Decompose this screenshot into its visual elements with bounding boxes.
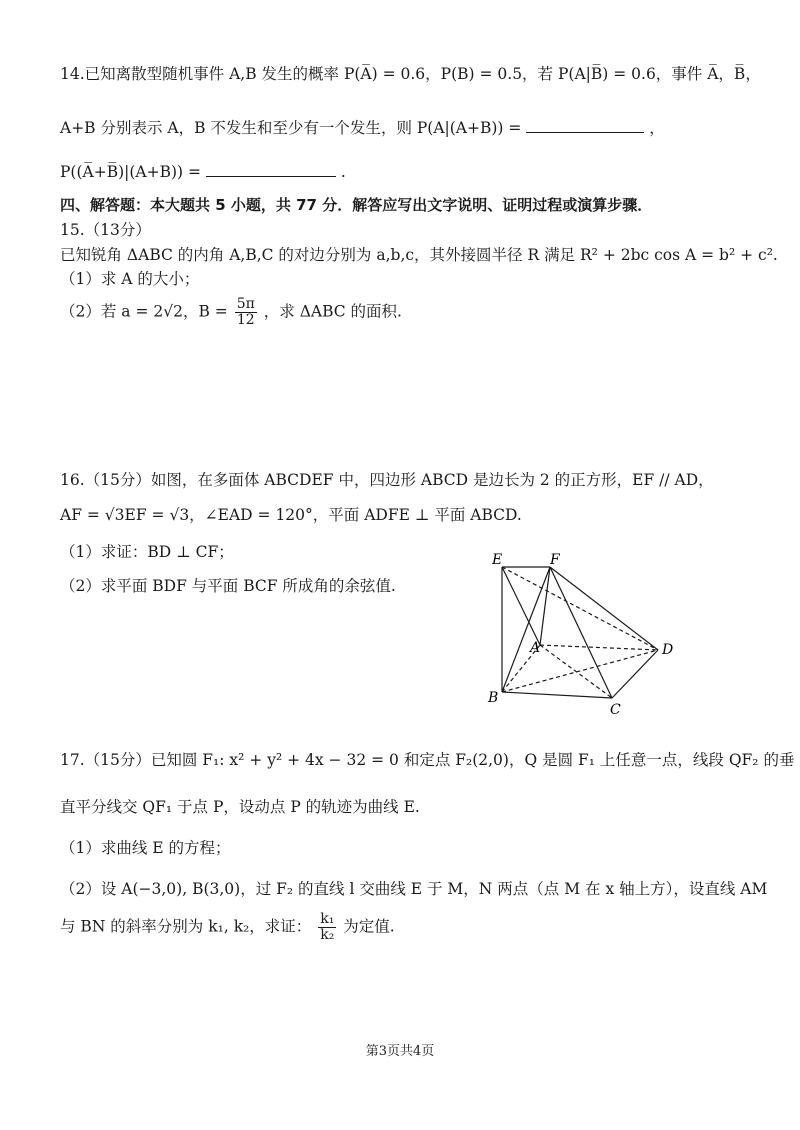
q15-number: 15.（13分） [60,221,151,239]
polyhedron-figure [480,550,720,720]
label-D: D [662,642,674,658]
q16-line1: 16.（15分）如图，在多面体 ABCDEF 中，四边形 ABCD 是边长为 2 的正方形，EF // AD， [60,471,714,489]
label-E: E [492,552,503,568]
edge-AD-dashed [540,645,658,650]
q15-part2 [60,297,750,328]
label-A: A [530,640,541,656]
q14-line3 [60,158,750,184]
q14-answer-blank-1[interactable] [526,114,644,133]
section-heading: 四、解答题：本大题共 5 小题，共 77 分．解答应写出文字说明、证明过程或演算步骤． [60,196,653,214]
q16-part2: （2）求平面 BDF 与平面 BCF 所成角的余弦值. [60,577,396,595]
q17-line2: 直平分线交 QF₁ 于点 P，设动点 P 的轨迹为曲线 E. [60,798,420,816]
q17-slope-ratio [318,912,336,943]
q14-line1: 14.已知离散型随机事件 A,B 发生的概率 P(A̅) = 0.6，P(B) = 0.5，若 P(A|B̅) = 0.6，事件 A̅，B̅， [60,65,761,83]
q14-line3-end: . [340,163,346,181]
q14-line2-end: ， [649,119,665,137]
edge-EA [502,567,540,645]
q15-part1: （1）求 A 的大小； [60,270,200,288]
q15-frac-den: 12 [236,312,255,328]
label-F: F [550,552,560,568]
q16-part1: （1）求证：BD ⊥ CF； [60,543,234,561]
q17-frac-den: k₂ [320,927,335,943]
q15-part2-suffix: ，求 ΔABC 的面积. [263,302,402,321]
q17-line1: 17.（15分）已知圆 F₁: x² + y² + 4x − 32 = 0 和定点 F₂(2,0)，Q 是圆 F₁ 上任意一点，线段 QF₂ 的垂 [60,751,795,769]
q14-line3-text: P((A̅+B̅)|(A+B)) = [60,163,201,181]
q15-stem: 已知锐角 ΔABC 的内角 A,B,C 的对边分别为 a,b,c，其外接圆半径 R 满足 R² + 2bc cos A = b² + c². [60,246,778,264]
q17-part2-prefix: 与 BN 的斜率分别为 k₁, k₂，求证： [60,917,312,936]
q17-part2-line1: （2）设 A(−3,0), B(3,0)，过 F₂ 的直线 l 交曲线 E 于 M，N 两点（点 M 在 x 轴上方），设直线 AM [60,880,768,898]
q17-part2-line2 [60,912,750,943]
q14-line2 [60,114,750,140]
q17-part2-suffix: 为定值. [343,917,395,936]
q15-part2-prefix: （2）若 a = 2√2，B = [60,302,228,321]
q16-line2: AF = √3EF = √3，∠EAD = 120°，平面 ADFE ⊥ 平面 ABCD. [60,506,522,524]
edge-ED-dashed [502,567,658,650]
edge-AC-dashed [540,645,612,698]
edge-BC [502,692,612,698]
q15-frac-num: 5π [236,296,255,312]
label-B: B [488,690,499,706]
q14-line2-text: A+B 分别表示 A，B 不发生和至少有一个发生，则 P(A|(A+B)) = [60,119,522,137]
edge-FD [550,567,658,650]
q15-angle-fraction [235,297,257,328]
q14-answer-blank-2[interactable] [206,158,336,177]
edge-FC [550,567,612,698]
edge-CD [612,650,658,698]
edge-FB [502,567,550,692]
edge-BD-dashed [502,650,658,692]
q17-frac-num: k₁ [320,911,335,927]
page-footer: 第3页共4页 [365,1044,435,1059]
q17-part1: （1）求曲线 E 的方程； [60,839,231,857]
label-C: C [610,702,621,718]
